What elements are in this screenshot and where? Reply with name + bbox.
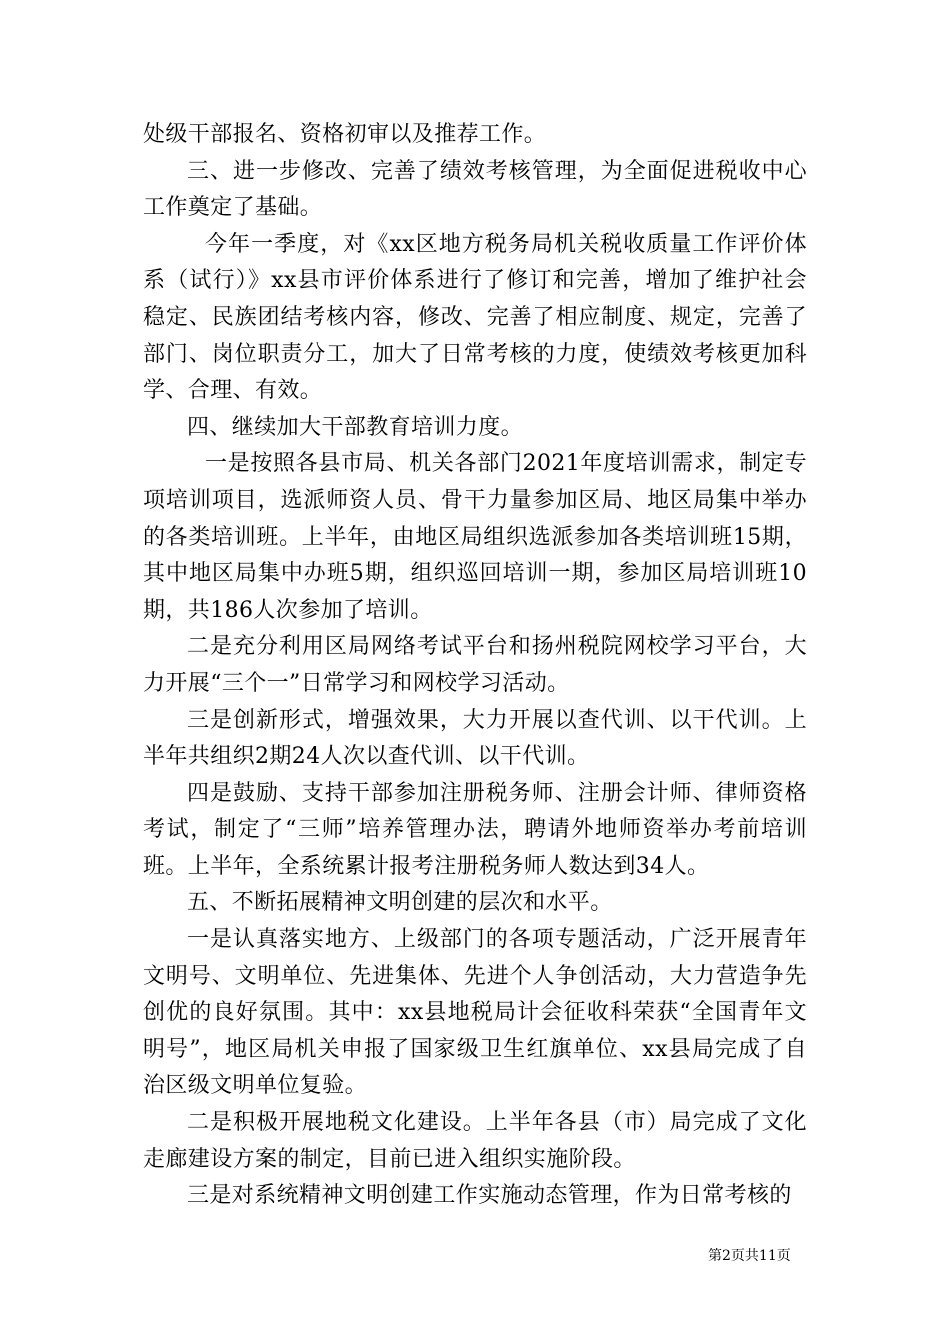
document-body <box>143 117 807 1215</box>
paragraph-8: 四是鼓励、支持干部参加注册税务师、注册会计师、律师资格考试，制定了“三师”培养管理办法，聘请外地师资举办考前培训班。上半年，全系统累计报考注册税务师人数达到34人。 <box>143 780 807 879</box>
paragraph-10: 一是认真落实地方、上级部门的各项专题活动，广泛开展青年文明号、文明单位、先进集体、先进个人争创活动，大力营造争先创优的良好氛围。其中：xx县地税局计会征收科荣获“全国青年文明号”，地区局机关申报了国家级卫生红旗单位、xx县局完成了自治区级文明单位复验。 <box>143 927 807 1099</box>
paragraph-11: 二是积极开展地税文化建设。上半年各县（市）局完成了文化走廊建设方案的制定，目前已进入组织实施阶段。 <box>143 1110 807 1172</box>
paragraph-7: 三是创新形式，增强效果，大力开展以查代训、以干代训。上半年共组织2期24人次以查代训、以干代训。 <box>143 707 807 770</box>
paragraph-5: 一是按照各县市局、机关各部门2021年度培训需求，制定专项培训项目，选派师资人员、骨干力量参加区局、地区局集中举办的各类培训班。上半年，由地区局组织选派参加各类培训班15期，其中地区局集中办班5期，组织巡回培训一期，参加区局培训班10期，共186人次参加了培训。 <box>143 451 807 623</box>
paragraph-3: 今年一季度，对《xx区地方税务局机关税收质量工作评价体系（试行）》xx县市评价体系进行了修订和完善，增加了维护社会稳定、民族团结考核内容，修改、完善了相应制度、规定，完善了部门、岗位职责分工，加大了日常考核的力度，使绩效考核更加科学、合理、有效。 <box>143 231 807 404</box>
page-number: 第2页共11页 <box>708 1248 791 1264</box>
paragraph-9: 五、不断拓展精神文明创建的层次和水平。 <box>187 890 613 916</box>
paragraph-6: 二是充分利用区局网络考试平台和扬州税院网校学习平台，大力开展“三个一”日常学习和网校学习活动。 <box>143 634 807 696</box>
paragraph-4: 四、继续加大干部教育培训力度。 <box>187 414 524 440</box>
paragraph-1: 处级干部报名、资格初审以及推荐工作。 <box>143 122 547 147</box>
paragraph-2: 三、进一步修改、完善了绩效考核管理，为全面促进税收中心工作奠定了基础。 <box>143 158 807 221</box>
paragraph-12: 三是对系统精神文明创建工作实施动态管理，作为日常考核的 <box>187 1183 792 1209</box>
